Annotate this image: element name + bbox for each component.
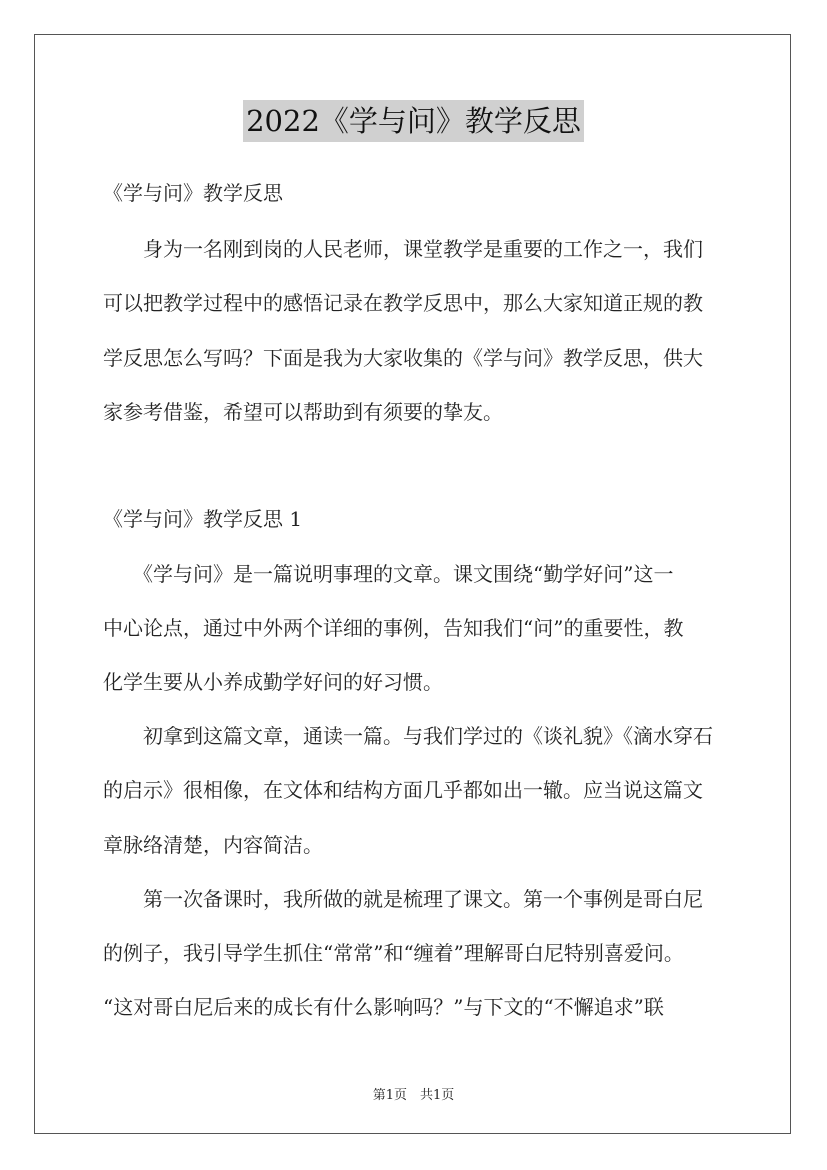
text-line: 可以把教学过程中的感悟记录在教学反思中，那么大家知道正规的教 — [103, 291, 703, 315]
text-line: 第一次备课时，我所做的就是梳理了课文。第一个事例是哥白尼 — [103, 887, 703, 911]
section-heading: 《学与问》教学反思 — [103, 181, 283, 205]
text-line: “这对哥白尼后来的成长有什么影响吗？”与下文的“不懈追求”联 — [103, 995, 664, 1019]
text-line: 身为一名刚到岗的人民老师，课堂教学是重要的工作之一，我们 — [103, 237, 703, 261]
text-line: 学反思怎么写吗？下面是我为大家收集的《学与问》教学反思，供大 — [103, 346, 703, 370]
page-number: 第1页 共1页 — [372, 1088, 455, 1103]
text-line: 初拿到这篇文章，通读一篇。与我们学过的《谈礼貌》《滴水穿石 — [103, 724, 713, 748]
text-line: 化学生要从小养成勤学好问的好习惯。 — [103, 670, 443, 694]
text-line: 家参考借鉴，希望可以帮助到有须要的挚友。 — [103, 400, 503, 424]
text-line: 的例子，我引导学生抓住“常常”和“缠着”理解哥白尼特别喜爱问。 — [103, 941, 684, 965]
section-heading: 《学与问》教学反思 1 — [103, 507, 303, 531]
text-line: 章脉络清楚，内容简洁。 — [103, 833, 323, 857]
text-line: 中心论点，通过中外两个详细的事例，告知我们“问”的重要性，教 — [103, 616, 684, 640]
document-title: 2022《学与问》教学反思 — [243, 100, 584, 142]
text-line: 《学与问》是一篇说明事理的文章。课文围绕“勤学好问”这一 — [103, 562, 674, 586]
text-line: 的启示》很相像，在文体和结构方面几乎都如出一辙。应当说这篇文 — [103, 778, 703, 802]
title-container — [0, 100, 827, 142]
